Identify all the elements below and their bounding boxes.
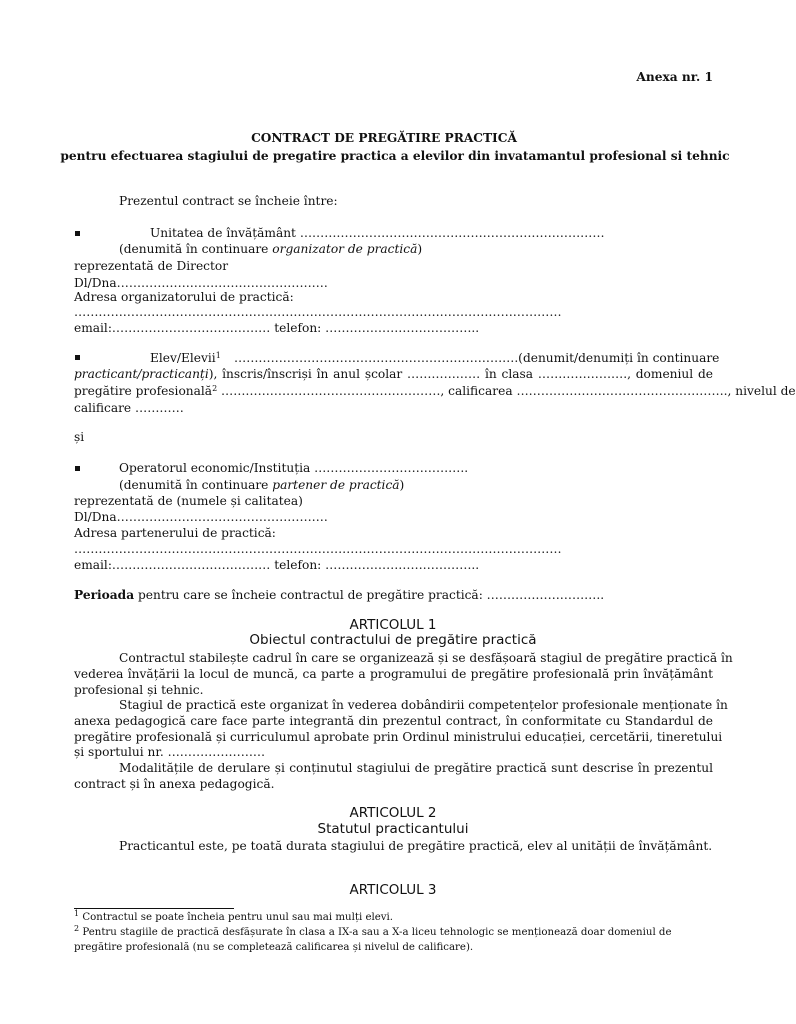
and-text: și [74, 430, 85, 444]
article1-p2-line: pregătire profesională și curriculumul aprobate prin Ordinul ministrului educației, cercetării, tineretului [74, 730, 723, 744]
school-address-label: Adresa organizatorului de practică: [74, 290, 294, 304]
partner-contact: email:………………………………… telefon: ……………………………….. [74, 558, 480, 572]
article1-p2-line: anexa pedagogică care face parte integrantă din prezentul contract, în conformitate cu Standardul de [74, 714, 713, 728]
article1-p1-line: vederea învățării la locul de muncă, ca parte a programului de pregătire profesională prin învățământ [74, 667, 713, 681]
annex-label: Anexa nr. 1 [636, 70, 713, 84]
student-line1: …………………………………………………………….(denumit/denumiți în continuare [234, 351, 720, 365]
student-line2: practicant/practicanți), înscris/înscriși în anul școlar ……………… în clasa …………………., domeniul de [74, 367, 713, 381]
period-line: Perioada pentru care se încheie contractul de pregătire practică: ……………………….. [74, 588, 605, 602]
bullet-icon [75, 231, 80, 236]
article1-p2-line: și sportului nr. …………………… [74, 745, 266, 759]
footnote-1: $^1$ Contractul se poate încheia pentru unul sau mai mulți elevi. [74, 909, 394, 923]
intro-text: Prezentul contract se încheie între: [119, 194, 338, 208]
student-line3: pregătire profesională$^2$ ………………………………………………, calificarea ……………………………………………., nivelul de [74, 384, 796, 398]
school-representative: reprezentată de Director [74, 259, 229, 273]
partner-designation: (denumită în continuare partener de practică) [119, 478, 405, 492]
partner-address-label: Adresa partenerului de practică: [74, 526, 276, 540]
student-line4: calificare ………… [74, 401, 184, 415]
document-title: CONTRACT DE PREGĂTIRE PRACTICĂ [251, 131, 517, 145]
school-designation: (denumită în continuare organizator de practică) [119, 242, 423, 256]
footnote-2-cont: pregătire profesională (nu se completează calificarea și nivelul de calificare). [74, 942, 474, 953]
article2-subheading: Statutul practicantului [317, 821, 469, 837]
footnote-separator [74, 908, 234, 909]
article1-p1-line: profesional și tehnic. [74, 683, 204, 697]
article1-heading: ARTICOLUL 1 [349, 617, 437, 633]
article3-heading: ARTICOLUL 3 [349, 882, 437, 898]
article1-p2-line: Stagiul de practică este organizat în vederea dobândirii competențelor profesionale menționate în [119, 698, 728, 712]
document-subtitle: pentru efectuarea stagiului de pregatire practica a elevilor din invatamantul profesional si tehnic [60, 149, 730, 163]
partner-address-field: ………………………………………………………………………………………………………… [74, 542, 562, 556]
article1-p1-line: Contractul stabilește cadrul în care se organizează și se desfășoară stagiul de pregătire practică în [119, 651, 733, 665]
partner-representative: reprezentată de (numele și calitatea) [74, 494, 303, 508]
article2-p1: Practicantul este, pe toată durata stagiului de pregătire practică, elev al unității de învățământ. [119, 839, 713, 853]
article1-subheading: Obiectul contractului de pregătire practică [249, 632, 537, 648]
partner-line: Operatorul economic/Instituția ……………………………….. [119, 461, 469, 475]
school-line: Unitatea de învățământ ………………………………………………………………… [150, 226, 605, 240]
article1-p3-line: Modalitățile de derulare și conținutul stagiului de pregătire practică sunt descrise în prezentul [119, 761, 713, 775]
partner-representative-name: Dl/Dna……………………………………………. [74, 510, 328, 524]
article1-p3-line: contract și în anexa pedagogică. [74, 777, 275, 791]
bullet-icon [75, 466, 80, 471]
school-address-field: ………………………………………………………………………………………………………… [74, 305, 562, 319]
student-label: Elev/Elevii$^1$ [150, 351, 221, 365]
school-contact: email:………………………………… telefon: ……………………………….. [74, 321, 480, 335]
article2-heading: ARTICOLUL 2 [349, 805, 437, 821]
school-representative-name: Dl/Dna……………………………………………. [74, 276, 328, 290]
footnote-2: $^2$ Pentru stagiile de practică desfășurate în clasa a IX-a sau a X-a liceu tehnologic se menționează doar domeniul de [74, 924, 672, 938]
bullet-icon [75, 355, 80, 360]
